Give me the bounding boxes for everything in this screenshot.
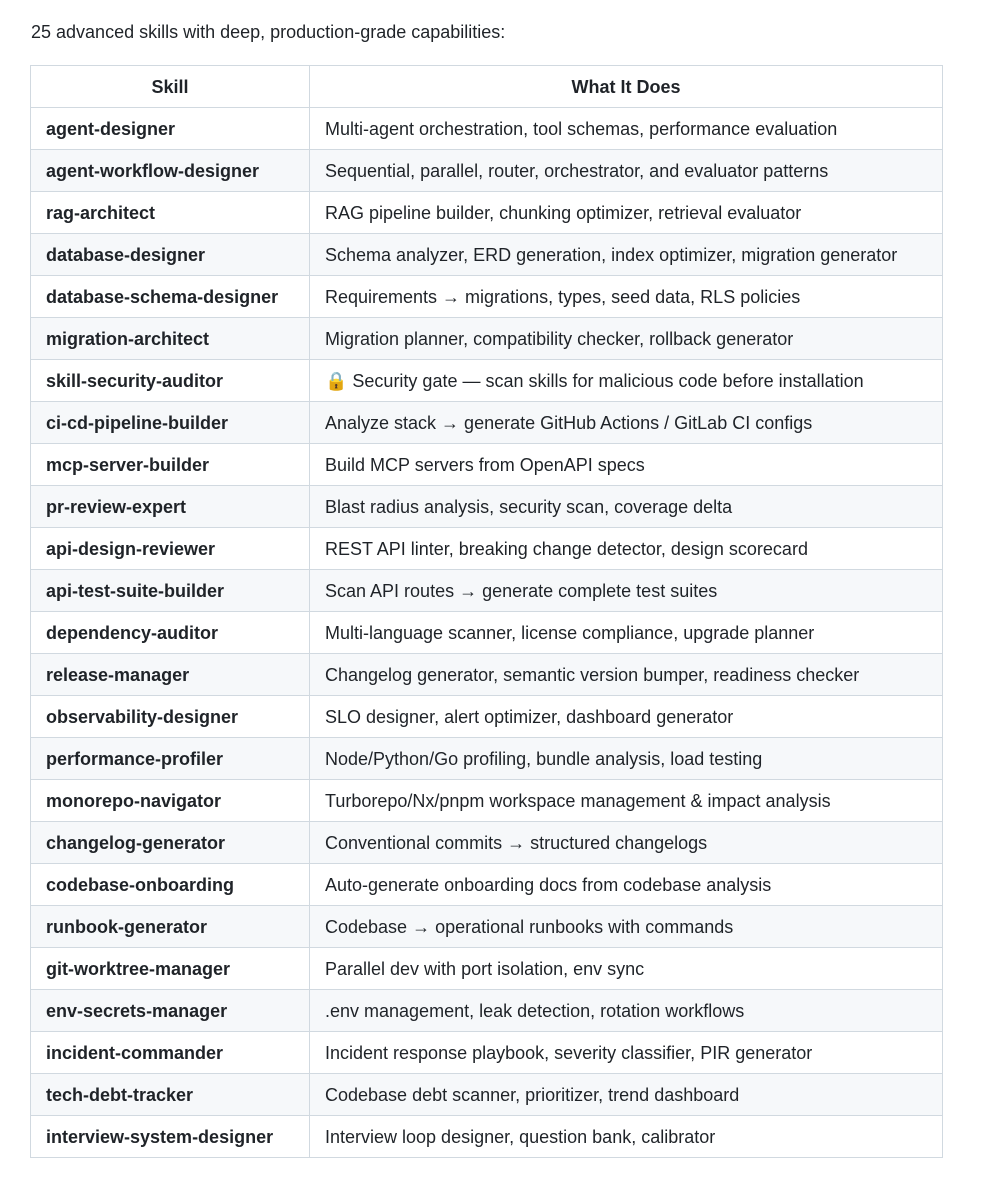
column-header-skill: Skill — [31, 66, 310, 108]
skill-description-cell: Blast radius analysis, security scan, coverage delta — [310, 486, 943, 528]
table-header — [31, 66, 943, 108]
skill-name-cell: agent-workflow-designer — [31, 150, 310, 192]
table-row — [31, 444, 943, 486]
header-row — [31, 66, 943, 108]
skill-name-cell: api-test-suite-builder — [31, 570, 310, 612]
table-row — [31, 990, 943, 1032]
skill-description-cell: Node/Python/Go profiling, bundle analysis, load testing — [310, 738, 943, 780]
table-row — [31, 1032, 943, 1074]
skill-name-cell: changelog-generator — [31, 822, 310, 864]
skill-description-cell: .env management, leak detection, rotation workflows — [310, 990, 943, 1032]
intro-text: 25 advanced skills with deep, production-grade capabilities: — [31, 22, 506, 42]
table-row — [31, 654, 943, 696]
skill-description-cell: Codebase → operational runbooks with commands — [310, 906, 943, 948]
skill-name-cell: mcp-server-builder — [31, 444, 310, 486]
table-row — [31, 192, 943, 234]
table-row — [31, 738, 943, 780]
skill-description-cell: RAG pipeline builder, chunking optimizer, retrieval evaluator — [310, 192, 943, 234]
skills-table — [30, 65, 943, 1158]
table-row — [31, 1074, 943, 1116]
skill-name-cell: database-designer — [31, 234, 310, 276]
skill-description-cell: Requirements → migrations, types, seed data, RLS policies — [310, 276, 943, 318]
skill-description-cell: Incident response playbook, severity classifier, PIR generator — [310, 1032, 943, 1074]
table-row — [31, 318, 943, 360]
table-row — [31, 360, 943, 402]
table-row — [31, 612, 943, 654]
skill-name-cell: agent-designer — [31, 108, 310, 150]
skill-name-cell: monorepo-navigator — [31, 780, 310, 822]
skill-description-cell: Scan API routes → generate complete test suites — [310, 570, 943, 612]
skill-name-cell: tech-debt-tracker — [31, 1074, 310, 1116]
skill-description-cell: Sequential, parallel, router, orchestrator, and evaluator patterns — [310, 150, 943, 192]
table-row — [31, 276, 943, 318]
skill-name-cell: performance-profiler — [31, 738, 310, 780]
skill-name-cell: migration-architect — [31, 318, 310, 360]
skill-description-cell: Analyze stack → generate GitHub Actions / GitLab CI configs — [310, 402, 943, 444]
table-row — [31, 150, 943, 192]
skill-name-cell: pr-review-expert — [31, 486, 310, 528]
table-row — [31, 528, 943, 570]
table-row — [31, 108, 943, 150]
column-header-what-it-does: What It Does — [310, 66, 943, 108]
table-row — [31, 402, 943, 444]
skill-description-cell: REST API linter, breaking change detector, design scorecard — [310, 528, 943, 570]
table-row — [31, 948, 943, 990]
skill-name-cell: observability-designer — [31, 696, 310, 738]
table-row — [31, 906, 943, 948]
table-body — [31, 108, 943, 1158]
skill-name-cell: ci-cd-pipeline-builder — [31, 402, 310, 444]
table-row — [31, 1116, 943, 1158]
skill-name-cell: env-secrets-manager — [31, 990, 310, 1032]
skill-description-cell: Turborepo/Nx/pnpm workspace management & impact analysis — [310, 780, 943, 822]
skill-description-cell: Changelog generator, semantic version bumper, readiness checker — [310, 654, 943, 696]
table-row — [31, 822, 943, 864]
skill-description-cell: Migration planner, compatibility checker, rollback generator — [310, 318, 943, 360]
skill-description-cell: 🔒 Security gate — scan skills for malicious code before installation — [310, 360, 943, 402]
skill-name-cell: git-worktree-manager — [31, 948, 310, 990]
skill-description-cell: Build MCP servers from OpenAPI specs — [310, 444, 943, 486]
table-row — [31, 570, 943, 612]
skill-description-cell: Auto-generate onboarding docs from codebase analysis — [310, 864, 943, 906]
skill-name-cell: runbook-generator — [31, 906, 310, 948]
table-row — [31, 486, 943, 528]
skill-description-cell: Codebase debt scanner, prioritizer, trend dashboard — [310, 1074, 943, 1116]
skill-description-cell: Multi-agent orchestration, tool schemas, performance evaluation — [310, 108, 943, 150]
skill-name-cell: incident-commander — [31, 1032, 310, 1074]
skill-name-cell: skill-security-auditor — [31, 360, 310, 402]
skill-name-cell: dependency-auditor — [31, 612, 310, 654]
skill-name-cell: api-design-reviewer — [31, 528, 310, 570]
skill-description-cell: Conventional commits → structured changelogs — [310, 822, 943, 864]
skill-name-cell: release-manager — [31, 654, 310, 696]
skill-name-cell: interview-system-designer — [31, 1116, 310, 1158]
skill-description-cell: SLO designer, alert optimizer, dashboard generator — [310, 696, 943, 738]
skill-name-cell: codebase-onboarding — [31, 864, 310, 906]
skill-description-cell: Schema analyzer, ERD generation, index optimizer, migration generator — [310, 234, 943, 276]
skill-name-cell: database-schema-designer — [31, 276, 310, 318]
skill-description-cell: Interview loop designer, question bank, calibrator — [310, 1116, 943, 1158]
skill-description-cell: Parallel dev with port isolation, env sync — [310, 948, 943, 990]
skill-name-cell: rag-architect — [31, 192, 310, 234]
table-row — [31, 864, 943, 906]
table-row — [31, 234, 943, 276]
skill-description-cell: Multi-language scanner, license compliance, upgrade planner — [310, 612, 943, 654]
table-row — [31, 696, 943, 738]
table-row — [31, 780, 943, 822]
